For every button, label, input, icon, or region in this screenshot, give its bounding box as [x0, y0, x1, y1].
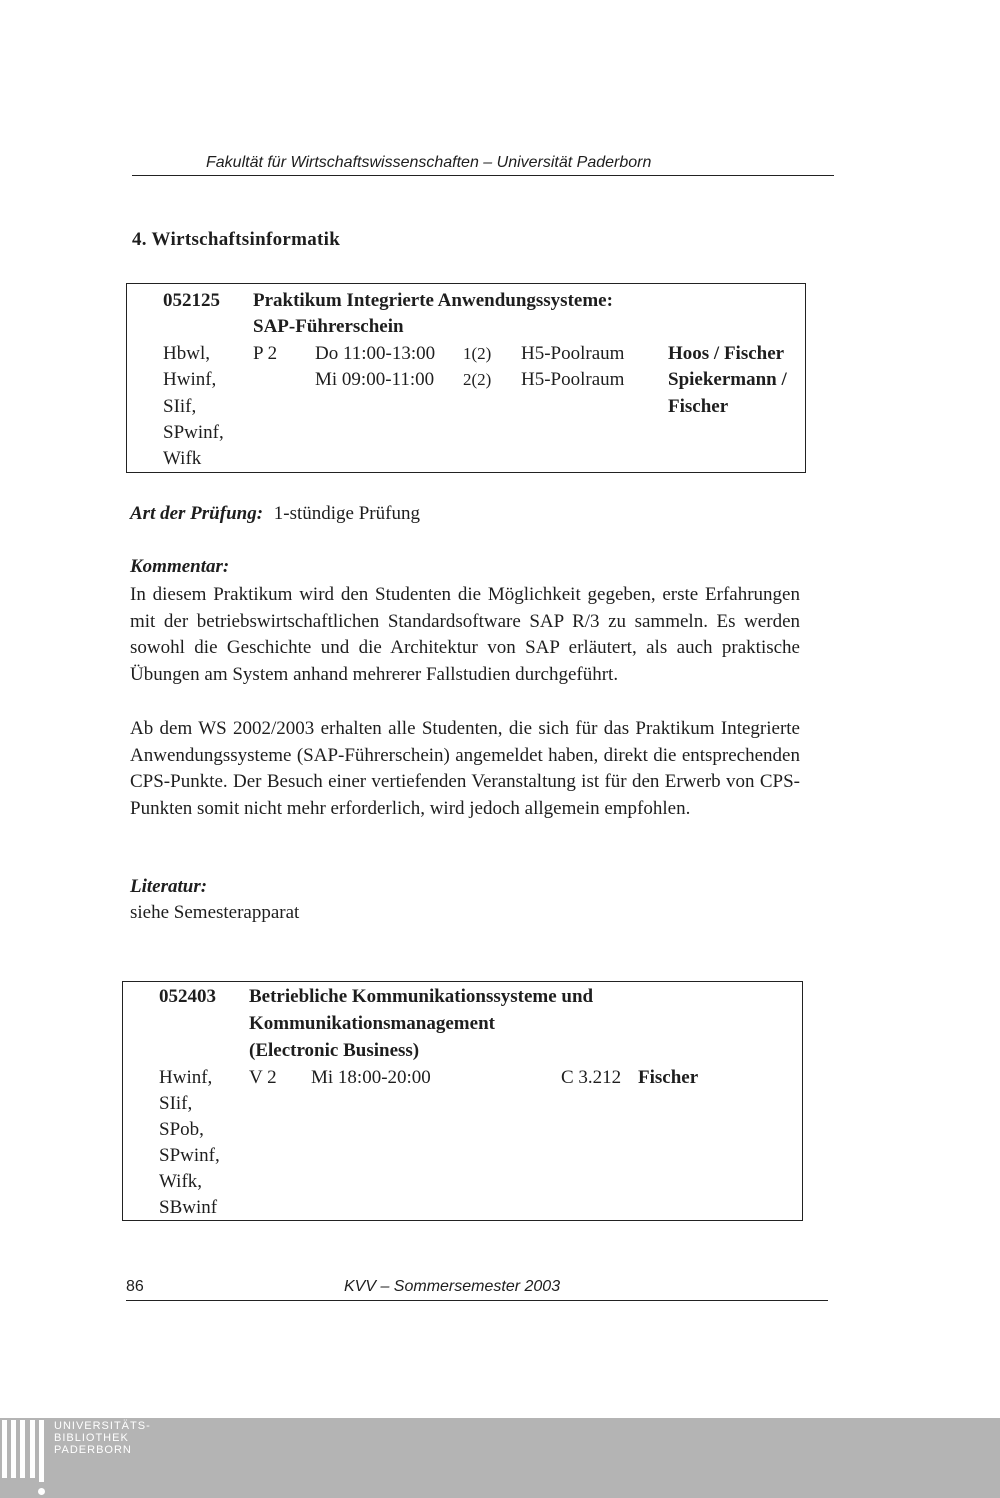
course-number: 052125: [163, 290, 220, 311]
audience-item: Hwinf,: [163, 369, 217, 390]
session-lecturer: Hoos / Fischer: [668, 343, 785, 364]
library-name: [54, 1420, 151, 1456]
audience-item: Wifk,: [159, 1171, 203, 1192]
section-heading: 4. Wirtschaftsinformatik: [132, 229, 341, 250]
library-name-line: UNIVERSITÄTS-: [54, 1420, 151, 1432]
course-title-line3: (Electronic Business): [249, 1040, 420, 1061]
session-time: Mi 09:00-11:00: [315, 369, 435, 390]
comment-paragraph-1: In diesem Praktikum wird den Studenten die Möglichkeit gegeben, erste Erfahrungen mit der betriebswirtschaftlichen Standardsoftware SAP R/3 zu sammeln. Es werden sowohl die Geschichte und die Architektur von SAP erläutert, als auch praktische Übungen am System anhand mehrerer Fallstudien durchgeführt.: [130, 584, 800, 685]
course-box-052125: [126, 283, 806, 473]
comment-label: Kommentar:: [130, 556, 230, 577]
session-room: H5-Poolraum: [521, 343, 625, 364]
course-title-line1: Praktikum Integrierte Anwendungssysteme:: [253, 290, 613, 311]
course-title-line2: SAP-Führerschein: [253, 316, 404, 337]
literature-value: siehe Semesterapparat: [130, 902, 300, 923]
literature-label: Literatur:: [130, 876, 208, 897]
session-time: Do 11:00-13:00: [315, 343, 436, 364]
course-type: V 2: [249, 1067, 277, 1088]
session-lecturer: Fischer: [638, 1067, 699, 1088]
course-number: 052403: [159, 986, 216, 1007]
session-lecturer-cont: Fischer: [668, 396, 729, 417]
exam-line: [130, 503, 420, 525]
running-header-text: Fakultät für Wirtschaftswissenschaften – Universität Paderborn: [206, 154, 652, 171]
running-footer-text: KVV – Sommersemester 2003: [344, 1278, 561, 1295]
course-type: P 2: [253, 343, 278, 364]
session-group: 1(2): [463, 344, 492, 363]
exam-label: Art der Prüfung:: [130, 503, 264, 524]
audience-item: SPwinf,: [159, 1145, 220, 1166]
audience-item: SBwinf: [159, 1197, 218, 1218]
comment-paragraph-2: Ab dem WS 2002/2003 erhalten alle Studenten, die sich für das Praktikum Integrierte Anwendungssysteme (SAP-Führerschein) angemeldet haben, direkt die entsprechenden CPS-Punkte. Der Besuch einer vertiefenden Veranstaltung ist für den Erwerb von CPS-Punkten somit nicht mehr erforderlich, wird jedoch allgemein empfohlen.: [130, 718, 800, 819]
library-logo-dot-icon: [38, 1488, 45, 1495]
audience-item: SIif,: [159, 1093, 193, 1114]
session-lecturer: Spiekermann /: [668, 369, 787, 390]
session-group: 2(2): [463, 370, 492, 389]
running-header: [132, 152, 834, 176]
audience-item: SIif,: [163, 396, 197, 417]
audience-item: Hbwl,: [163, 343, 210, 364]
session-room: C 3.212: [561, 1067, 622, 1088]
exam-value: 1-stündige Prüfung: [273, 503, 420, 524]
audience-item: Wifk: [163, 448, 202, 469]
audience-item: SPob,: [159, 1119, 204, 1140]
session-room: H5-Poolraum: [521, 369, 625, 390]
session-time: Mi 18:00-20:00: [311, 1067, 431, 1088]
course-title-line1: Betriebliche Kommunikationssysteme und: [249, 986, 594, 1007]
course-box-052403: [122, 981, 803, 1221]
audience-item: Hwinf,: [159, 1067, 213, 1088]
running-footer: [126, 1276, 828, 1301]
course-title-line2: Kommunikationsmanagement: [249, 1013, 495, 1034]
library-name-line: PADERBORN: [54, 1444, 132, 1456]
library-name-line: BIBLIOTHEK: [54, 1432, 129, 1444]
audience-item: SPwinf,: [163, 422, 224, 443]
page-number: 86: [126, 1278, 144, 1295]
